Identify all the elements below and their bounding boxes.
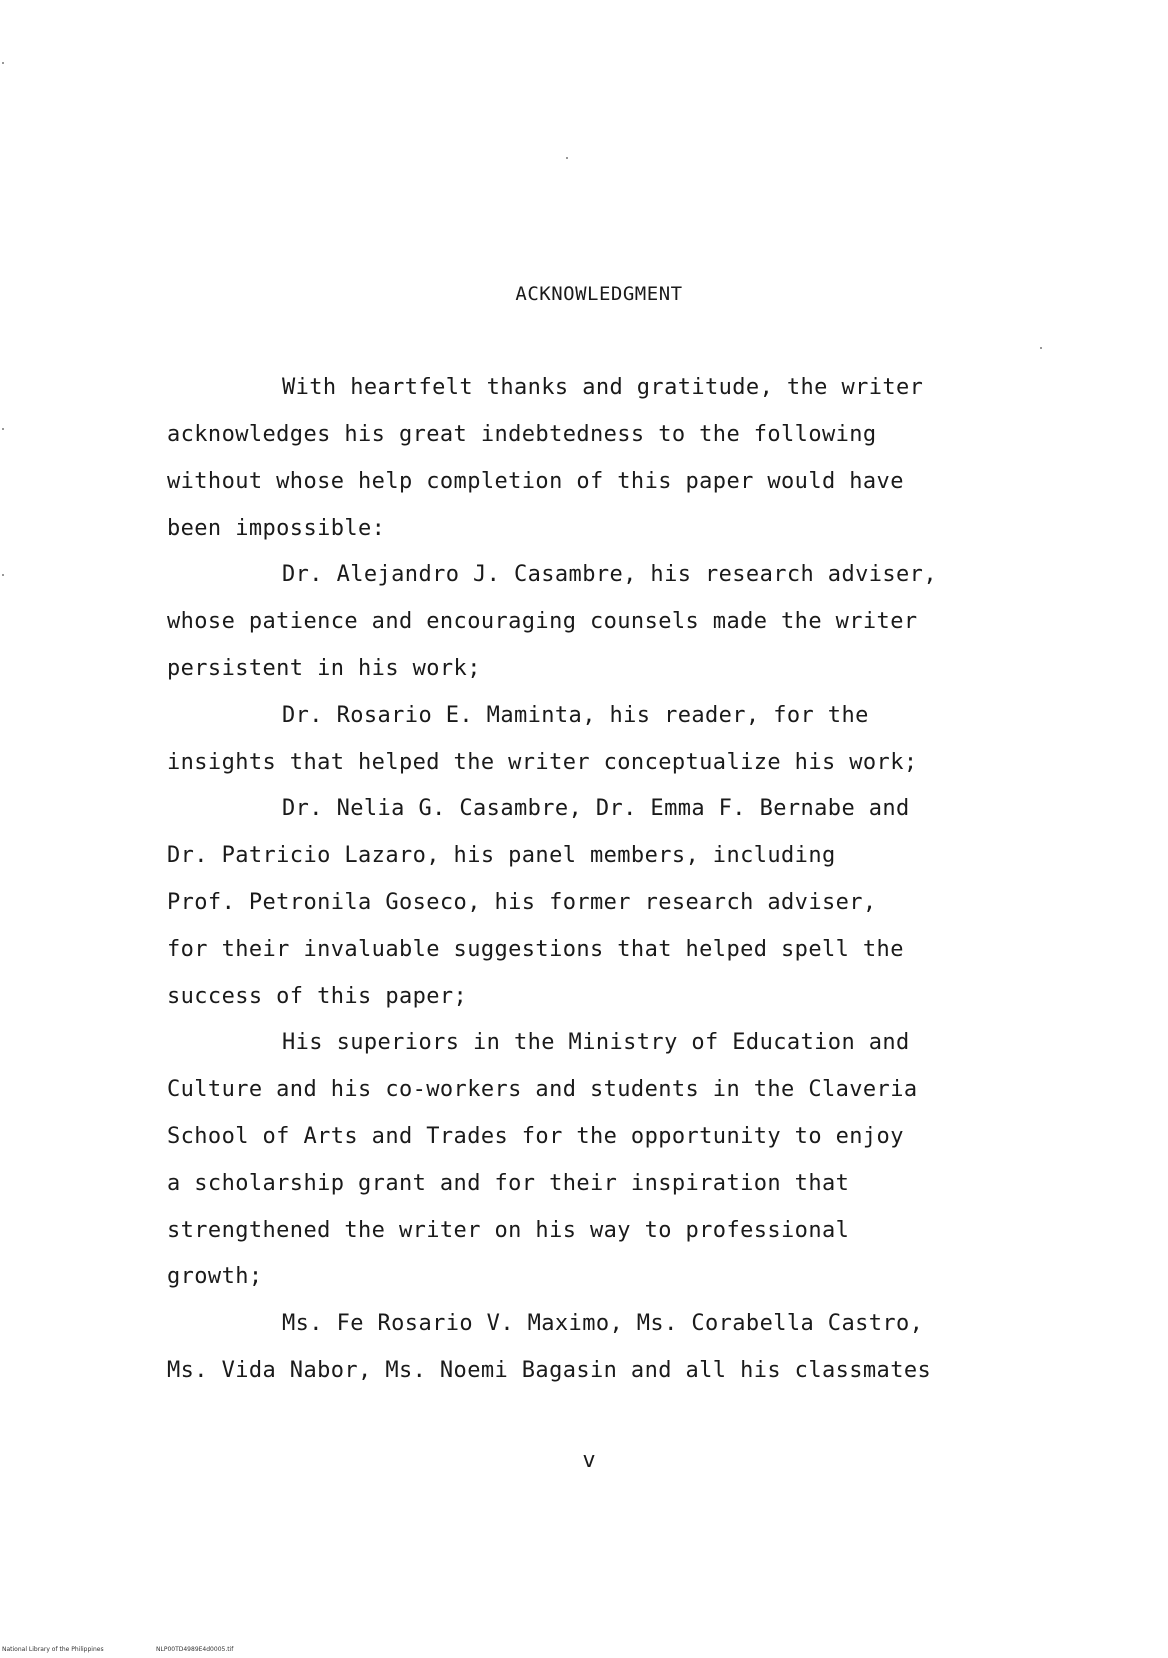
body-line: been impossible: [167, 516, 386, 541]
page-number: v [582, 1448, 596, 1473]
footer-library-label: National Library of the Philippines [2, 1646, 104, 1653]
body-line: Dr. Nelia G. Casambre, Dr. Emma F. Bernabe and [282, 796, 910, 821]
body-line: acknowledges his great indebtedness to the following [167, 422, 877, 447]
scan-speck [2, 574, 4, 576]
body-line: whose patience and encouraging counsels made the writer [167, 609, 918, 634]
body-line: Dr. Patricio Lazaro, his panel members, including [167, 843, 836, 868]
body-line: Dr. Alejandro J. Casambre, his research adviser, [282, 562, 937, 587]
body-line: Culture and his co-workers and students in the Claveria [167, 1077, 918, 1102]
body-line: strengthened the writer on his way to professional [167, 1218, 850, 1243]
body-line: insights that helped the writer conceptualize his work; [167, 750, 918, 775]
body-line: His superiors in the Ministry of Education and [282, 1030, 910, 1055]
scan-speck [566, 157, 568, 159]
body-line: Ms. Fe Rosario V. Maximo, Ms. Corabella Castro, [282, 1311, 924, 1336]
body-line: Prof. Petronila Goseco, his former research adviser, [167, 890, 877, 915]
scan-speck [2, 428, 4, 430]
scan-speck [1040, 347, 1042, 349]
body-line: without whose help completion of this paper would have [167, 469, 904, 494]
body-line: Ms. Vida Nabor, Ms. Noemi Bagasin and all his classmates [167, 1358, 932, 1383]
body-line: persistent in his work; [167, 656, 481, 681]
body-line: With heartfelt thanks and gratitude, the writer [282, 375, 924, 400]
scan-speck [2, 62, 4, 64]
footer-file-label: NLP00TD4989E4d0005.tif [156, 1646, 234, 1653]
body-line: growth; [167, 1264, 263, 1289]
page-title: ACKNOWLEDGMENT [515, 283, 683, 305]
body-line: success of this paper; [167, 984, 468, 1009]
body-line: Dr. Rosario E. Maminta, his reader, for the [282, 703, 869, 728]
body-line: a scholarship grant and for their inspiration that [167, 1171, 850, 1196]
body-line: for their invaluable suggestions that helped spell the [167, 937, 904, 962]
body-line: School of Arts and Trades for the opportunity to enjoy [167, 1124, 904, 1149]
